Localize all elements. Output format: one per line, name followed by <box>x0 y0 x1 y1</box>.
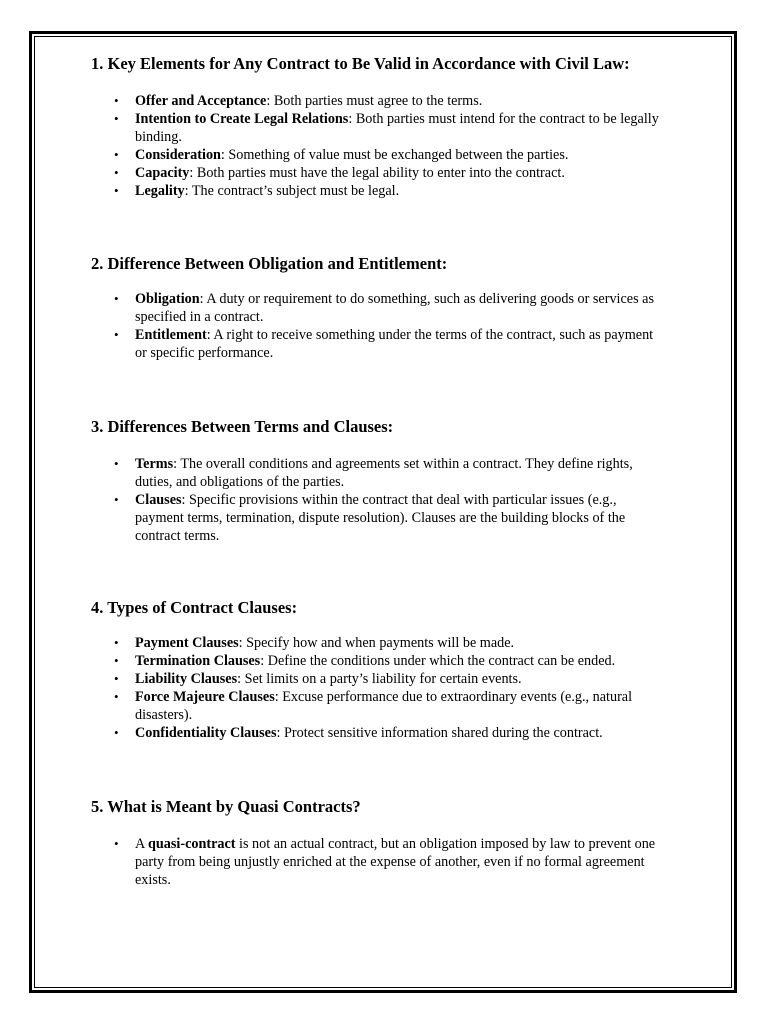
item-text: : Set limits on a party’s liability for certain events. <box>237 671 522 687</box>
item-term: Entitlement <box>135 327 207 343</box>
item-text: : Define the conditions under which the contract can be ended. <box>260 653 616 669</box>
item-text: : Specify how and when payments will be made. <box>238 635 515 651</box>
list-item <box>108 290 668 326</box>
bullet-list <box>108 634 668 742</box>
section-4 <box>91 598 691 741</box>
item-text: : Specific provisions within the contract that deal with particular issues (e.g., payment terms, termination, dispute resolution). Clauses are the building blocks of the contract terms. <box>135 492 626 544</box>
section-heading: 5. What is Meant by Quasi Contracts? <box>91 797 361 816</box>
bullet-icon: • <box>114 635 119 650</box>
section-2 <box>91 254 691 361</box>
bullet-icon: • <box>114 492 119 507</box>
section-5 <box>91 797 691 888</box>
bullet-icon: • <box>114 689 119 704</box>
item-text: : Excuse performance due to extraordinary events (e.g., natural disasters). <box>135 689 633 723</box>
section-3 <box>91 417 691 544</box>
bullet-icon: • <box>114 327 119 342</box>
bullet-list <box>108 455 668 545</box>
bullet-icon: • <box>114 165 119 180</box>
list-item <box>108 110 668 146</box>
item-text: : The overall conditions and agreements set within a contract. They define rights, duties, and obligations of the parties. <box>135 456 633 490</box>
bullet-icon: • <box>114 653 119 668</box>
bullet-icon: • <box>114 183 119 198</box>
list-item <box>108 92 668 110</box>
item-prefix: A <box>135 836 149 852</box>
bullet-list <box>108 290 668 362</box>
bullet-icon: • <box>114 836 119 851</box>
bullet-icon: • <box>114 111 119 126</box>
list-item <box>108 455 668 491</box>
list-item <box>108 326 668 362</box>
bullet-icon: • <box>114 725 119 740</box>
item-term: Terms <box>135 456 174 472</box>
item-text: is not an actual contract, but an obligation imposed by law to prevent one party from being unjustly enriched at the expense of another, even if no formal agreement exists. <box>135 836 656 888</box>
item-text: : Something of value must be exchanged between the parties. <box>220 147 569 163</box>
section-1 <box>91 54 691 199</box>
section-heading: 1. Key Elements for Any Contract to Be Valid in Accordance with Civil Law: <box>91 54 630 73</box>
list-item <box>108 164 668 182</box>
item-text: : Both parties must intend for the contract to be legally binding. <box>135 111 659 145</box>
bullet-list <box>108 92 668 200</box>
item-term: Offer and Acceptance <box>135 93 267 109</box>
list-item <box>108 724 668 742</box>
bullet-icon: • <box>114 93 119 108</box>
list-item <box>108 835 668 889</box>
item-text: : The contract’s subject must be legal. <box>184 183 400 199</box>
bullet-icon: • <box>114 671 119 686</box>
bullet-icon: • <box>114 291 119 306</box>
list-item <box>108 688 668 724</box>
list-item <box>108 634 668 652</box>
bullet-list <box>108 835 668 889</box>
item-text: : Both parties must agree to the terms. <box>266 93 483 109</box>
item-term: Obligation <box>135 291 200 307</box>
item-term: Liability Clauses <box>135 671 238 687</box>
list-item <box>108 670 668 688</box>
list-item <box>108 146 668 164</box>
section-heading: 4. Types of Contract Clauses: <box>91 598 298 617</box>
item-text: : A duty or requirement to do something, such as delivering goods or services as specified in a contract. <box>135 291 654 325</box>
item-term: quasi-contract <box>148 836 236 852</box>
bullet-icon: • <box>114 456 119 471</box>
section-heading: 2. Difference Between Obligation and Entitlement: <box>91 254 448 273</box>
item-term: Force Majeure Clauses <box>135 689 275 705</box>
bullet-icon: • <box>114 147 119 162</box>
list-item <box>108 652 668 670</box>
item-text: : Both parties must have the legal ability to enter into the contract. <box>189 165 565 181</box>
item-term: Clauses <box>135 492 182 508</box>
item-text: : A right to receive something under the terms of the contract, such as payment or specific performance. <box>135 327 654 361</box>
section-heading: 3. Differences Between Terms and Clauses: <box>91 417 394 436</box>
list-item <box>108 491 668 545</box>
item-term: Consideration <box>135 147 221 163</box>
item-term: Termination Clauses <box>135 653 261 669</box>
item-term: Confidentiality Clauses <box>135 725 277 741</box>
item-term: Payment Clauses <box>135 635 239 651</box>
item-text: : Protect sensitive information shared during the contract. <box>276 725 603 741</box>
list-item <box>108 182 668 200</box>
item-term: Legality <box>135 183 185 199</box>
item-term: Capacity <box>135 165 190 181</box>
item-term: Intention to Create Legal Relations <box>135 111 349 127</box>
